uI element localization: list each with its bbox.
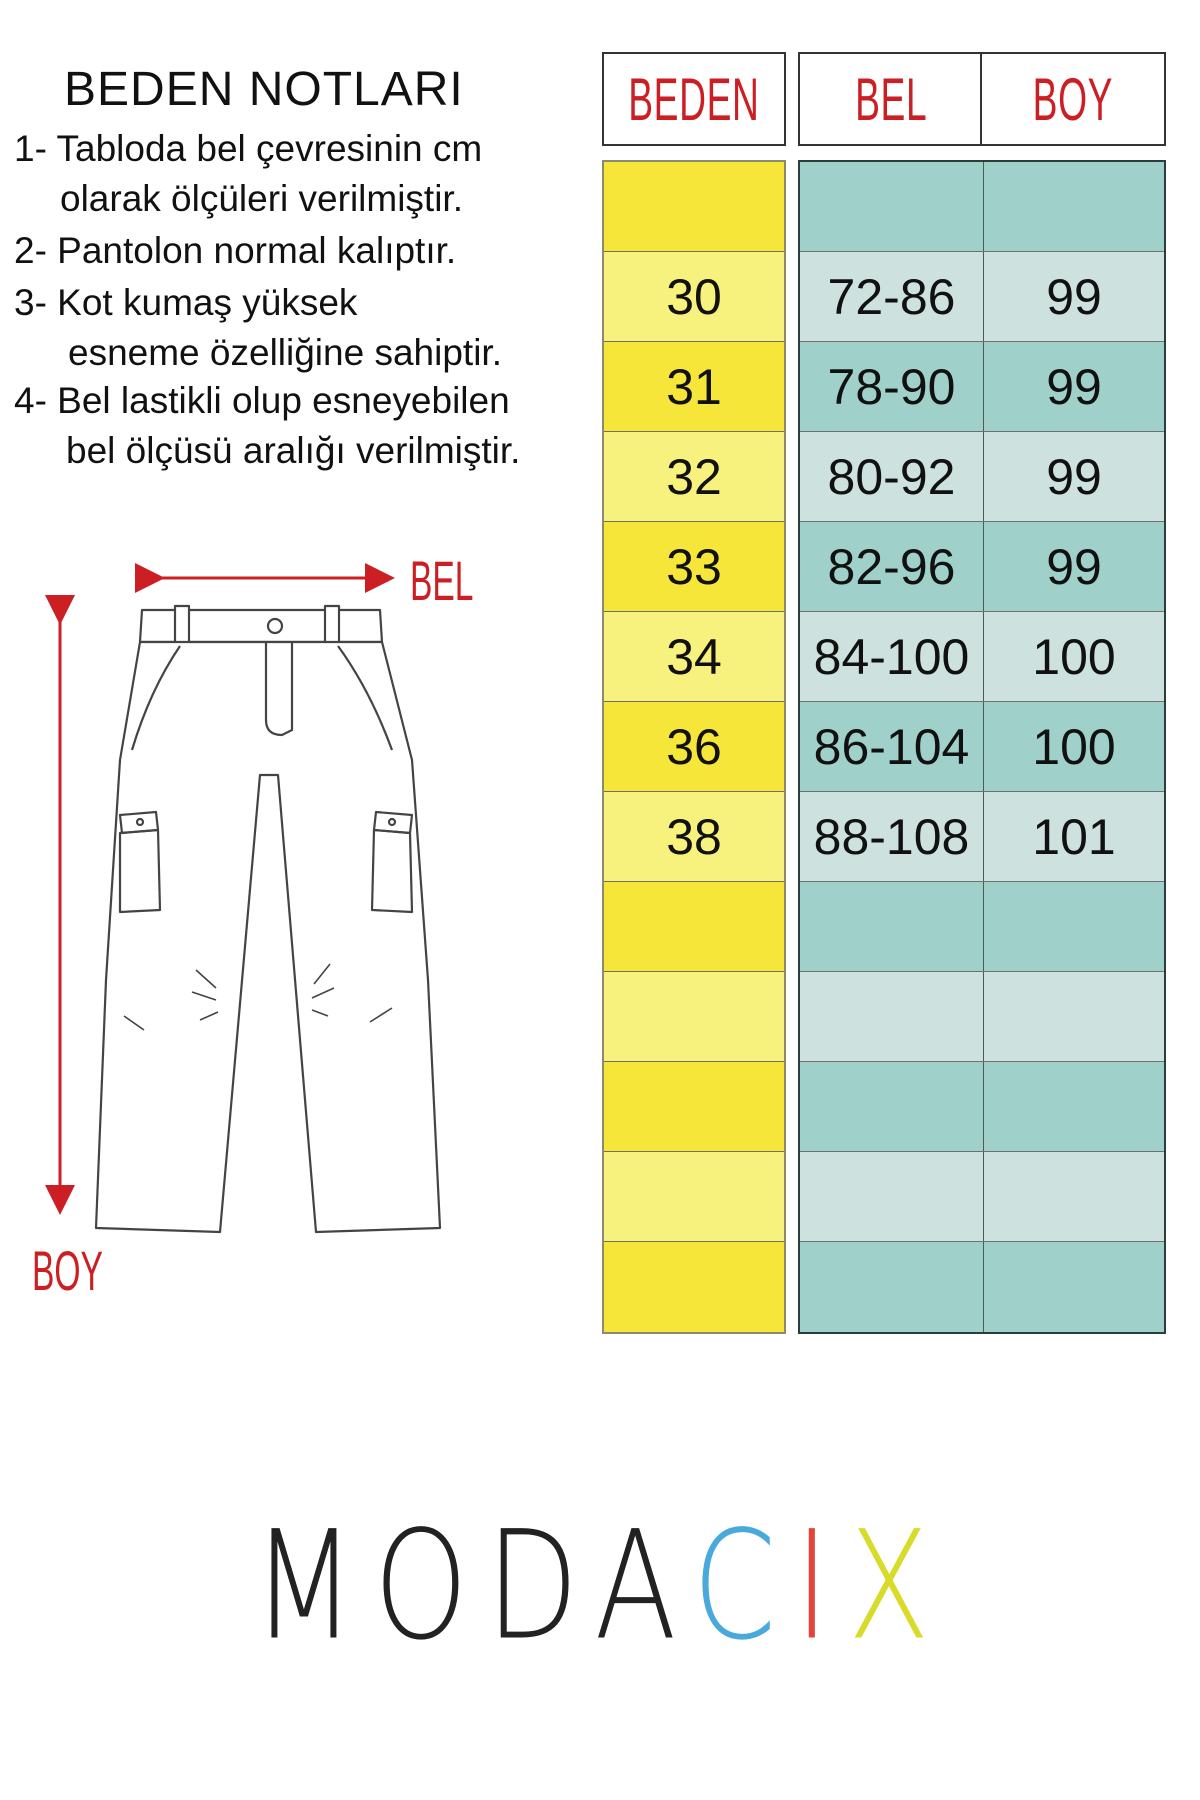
length-cell: 99 (1046, 268, 1102, 325)
logo-letter-c: C (692, 1500, 795, 1674)
logo-letter-i: I (794, 1500, 848, 1674)
size-cell (604, 882, 784, 971)
note-item-2-line1: 2- Pantolon normal kalıptır. (14, 230, 457, 271)
length-cell: 99 (1046, 538, 1102, 595)
waist-cell: 82-96 (800, 522, 984, 611)
note-item-3-line2: esneme özelliğine sahiptir. (68, 332, 502, 373)
pants-icon (96, 606, 440, 1232)
table-row (800, 1242, 1164, 1332)
waist-cell: 78-90 (800, 342, 984, 431)
table-row (800, 522, 1164, 612)
note-item-3-line1: 3- Kot kumaş yüksek (14, 282, 358, 323)
size-row (604, 252, 784, 342)
length-cell (984, 1152, 1164, 1241)
logo-letter: A (594, 1500, 693, 1674)
size-row (604, 522, 784, 612)
note-item-1-line2: olarak ölçüleri verilmiştir. (60, 178, 463, 219)
note-item-4-line1: 4- Bel lastikli olup esneyebilen (14, 380, 510, 421)
size-cell: 34 (666, 628, 722, 685)
pants-diagram (20, 560, 500, 1330)
length-cell (984, 972, 1164, 1061)
waist-cell: 84-100 (800, 612, 984, 701)
size-cell: 30 (666, 268, 722, 325)
waist-cell (800, 1062, 984, 1151)
waist-cell (800, 882, 984, 971)
waist-cell (800, 162, 984, 251)
logo-letter: D (486, 1500, 595, 1674)
size-cell: 31 (666, 358, 722, 415)
waist-cell: 86-104 (800, 702, 984, 791)
length-cell (984, 1242, 1164, 1332)
size-row (604, 162, 784, 252)
note-item-4-line2: bel ölçüsü aralığı verilmiştir. (66, 430, 521, 471)
size-row (604, 792, 784, 882)
table-row (800, 792, 1164, 882)
waist-cell (800, 1242, 984, 1332)
logo-letter: O (373, 1500, 487, 1674)
header-length-label: BOY (1032, 65, 1114, 133)
size-row (604, 612, 784, 702)
measurement-columns (798, 160, 1166, 1334)
note-item-1 (14, 124, 482, 224)
table-row (800, 432, 1164, 522)
table-row (800, 1152, 1164, 1242)
size-row (604, 1062, 784, 1152)
length-cell: 99 (1046, 448, 1102, 505)
waist-cell: 80-92 (800, 432, 984, 521)
length-cell (984, 162, 1164, 251)
size-cell (604, 1242, 784, 1332)
header-length (980, 52, 1166, 146)
length-cell: 100 (1032, 628, 1116, 685)
size-cell (604, 162, 784, 251)
logo-letter-x: X (847, 1500, 948, 1674)
size-cell: 33 (666, 538, 722, 595)
length-cell: 100 (1032, 718, 1116, 775)
brand-logo (0, 1500, 1200, 1674)
size-cell: 36 (666, 718, 722, 775)
table-row (800, 252, 1164, 342)
waist-label: BEL (409, 560, 474, 613)
size-cell: 38 (666, 808, 722, 865)
size-row (604, 972, 784, 1062)
size-row (604, 882, 784, 972)
note-item-1-line1: 1- Tabloda bel çevresinin cm (14, 128, 483, 169)
waist-cell: 88-108 (800, 792, 984, 881)
header-waist (798, 52, 982, 146)
table-row (800, 972, 1164, 1062)
note-item-2 (14, 226, 456, 276)
size-row (604, 342, 784, 432)
waist-cell (800, 1152, 984, 1241)
table-row (800, 882, 1164, 972)
note-item-4 (14, 376, 520, 476)
table-row (800, 342, 1164, 432)
table-row (800, 702, 1164, 792)
table-row (800, 1062, 1164, 1152)
size-row (604, 432, 784, 522)
header-waist-label: BEL (854, 65, 928, 133)
header-size (602, 52, 786, 146)
length-cell: 99 (1046, 358, 1102, 415)
size-row (604, 702, 784, 792)
size-row (604, 1152, 784, 1242)
logo-letter: M (252, 1500, 374, 1674)
size-column (602, 160, 786, 1334)
length-cell (984, 882, 1164, 971)
size-cell (604, 972, 784, 1061)
size-cell (604, 1152, 784, 1241)
length-label: BOY (32, 1239, 103, 1303)
size-cell (604, 1062, 784, 1151)
size-row (604, 1242, 784, 1332)
note-item-3 (14, 278, 502, 378)
size-cell: 32 (666, 448, 722, 505)
table-row (800, 162, 1164, 252)
header-size-label: BEDEN (628, 65, 760, 133)
notes-title: BEDEN NOTLARI (64, 63, 464, 116)
waist-cell (800, 972, 984, 1061)
length-cell (984, 1062, 1164, 1151)
table-row (800, 612, 1164, 702)
waist-cell: 72-86 (800, 252, 984, 341)
length-cell: 101 (1032, 808, 1116, 865)
